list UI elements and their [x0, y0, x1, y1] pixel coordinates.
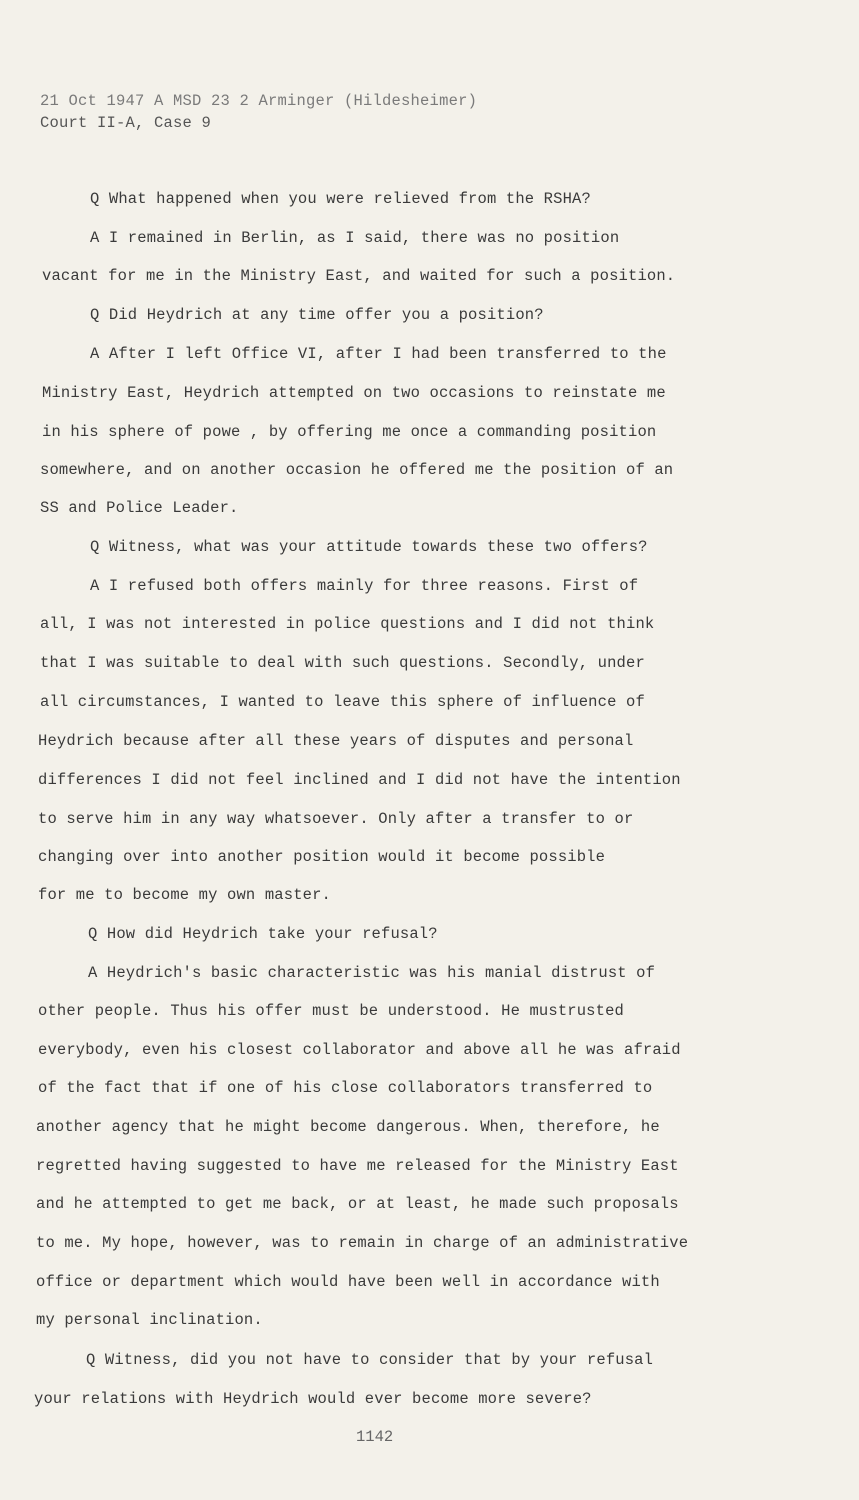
transcript-line: another agency that he might become dangerous. When, therefore, he [36, 1118, 660, 1136]
transcript-line: A Heydrich's basic characteristic was his manial distrust of [88, 964, 656, 982]
transcript-line: vacant for me in the Ministry East, and waited for such a position. [42, 267, 676, 285]
transcript-line: in his sphere of powe , by offering me once a commanding position [42, 423, 657, 441]
transcript-line: Q What happened when you were relieved from the RSHA? [90, 190, 591, 208]
transcript-line: Heydrich because after all these years of disputes and personal [38, 732, 634, 750]
transcript-line: your relations with Heydrich would ever become more severe? [34, 1390, 592, 1408]
transcript-line: to me. My hope, however, was to remain in charge of an administrative [36, 1234, 689, 1252]
header-date-line: 21 Oct 1947 A MSD 23 2 Arminger (Hildesheimer) [40, 92, 478, 110]
transcript-line: Q Witness, did you not have to consider that by your refusal [86, 1351, 654, 1369]
transcript-line: everybody, even his closest collaborator and above all he was afraid [38, 1041, 681, 1059]
transcript-line: Q Witness, what was your attitude towards these two offers? [90, 538, 648, 556]
transcript-line: for me to become my own master. [38, 886, 331, 904]
transcript-line: all circumstances, I wanted to leave this sphere of influence of [40, 693, 645, 711]
transcript-line: all, I was not interested in police questions and I did not think [40, 615, 655, 633]
transcript-line: SS and Police Leader. [40, 499, 239, 517]
transcript-line: regretted having suggested to have me released for the Ministry East [36, 1157, 679, 1175]
transcript-line: changing over into another position would it become possible [38, 848, 606, 866]
transcript-line: Q Did Heydrich at any time offer you a position? [90, 306, 544, 324]
transcript-line: differences I did not feel inclined and I did not have the intention [38, 771, 681, 789]
transcript-line: A After I left Office VI, after I had been transferred to the [90, 345, 667, 363]
transcript-line: A I remained in Berlin, as I said, there was no position [90, 229, 620, 247]
transcript-line: Q How did Heydrich take your refusal? [88, 925, 438, 943]
transcript-line: other people. Thus his offer must be understood. He mustrusted [38, 1002, 624, 1020]
transcript-line: Ministry East, Heydrich attempted on two occasions to reinstate me [42, 384, 666, 402]
transcript-line: that I was suitable to deal with such questions. Secondly, under [40, 654, 645, 672]
transcript-line: of the fact that if one of his close collaborators transferred to [38, 1079, 653, 1097]
transcript-line: to serve him in any way whatsoever. Only after a transfer to or [38, 810, 634, 828]
transcript-line: and he attempted to get me back, or at least, he made such proposals [36, 1195, 679, 1213]
page-number: 1142 [356, 1428, 394, 1446]
transcript-line: my personal inclination. [36, 1311, 263, 1329]
transcript-line: somewhere, and on another occasion he offered me the position of an [40, 461, 674, 479]
header-court-line: Court II-A, Case 9 [40, 114, 212, 132]
transcript-line: office or department which would have been well in accordance with [36, 1273, 660, 1291]
transcript-line: A I refused both offers mainly for three reasons. First of [90, 577, 639, 595]
